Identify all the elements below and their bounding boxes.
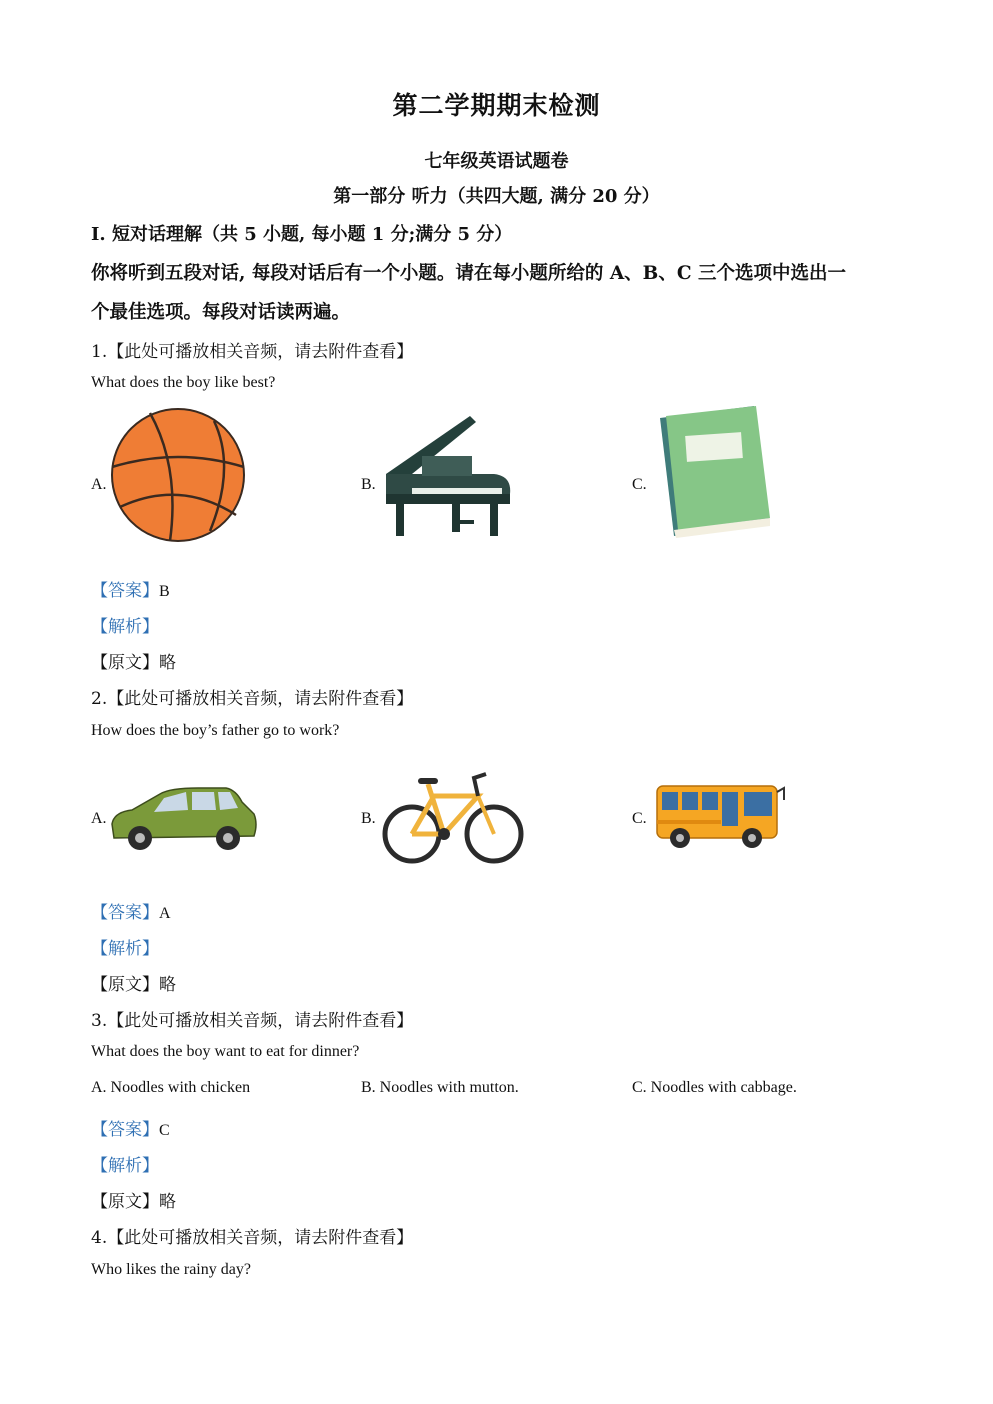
original-value: 略	[159, 975, 176, 995]
bicycle-icon	[382, 770, 524, 868]
q3-option-b[interactable]: B. Noodles with mutton.	[361, 1079, 519, 1096]
book-icon	[654, 404, 774, 540]
question-1-prompt: What does the boy like best?	[91, 374, 276, 391]
original-value: 略	[159, 653, 176, 673]
car-icon	[108, 784, 260, 854]
q1-analysis-label: 【解析】	[91, 617, 159, 637]
q2-answer	[91, 898, 171, 923]
original-value: 略	[159, 1192, 176, 1212]
original-label: 【原文】	[91, 653, 159, 673]
q2-option-a-label[interactable]: A.	[91, 810, 107, 827]
original-label: 【原文】	[91, 975, 159, 995]
answer-value: C	[159, 1122, 170, 1139]
question-4-prompt: Who likes the rainy day?	[91, 1261, 251, 1278]
question-3-prompt: What does the boy want to eat for dinner?	[91, 1043, 360, 1060]
q3-answer	[91, 1115, 170, 1140]
question-number: 2.	[91, 689, 108, 709]
q1-answer	[91, 576, 170, 601]
q3-option-a[interactable]: A. Noodles with chicken	[91, 1079, 251, 1096]
original-label: 【原文】	[91, 1192, 159, 1212]
q1-option-a-label[interactable]: A.	[91, 476, 107, 493]
question-3-header	[91, 1006, 413, 1031]
question-number: 4.	[91, 1228, 108, 1248]
q1-option-b-label[interactable]: B.	[361, 476, 376, 493]
question-number: 3.	[91, 1011, 108, 1031]
bus-icon	[654, 780, 786, 854]
q1-option-c-label[interactable]: C.	[632, 476, 647, 493]
audio-note[interactable]: 【此处可播放相关音频，请去附件查看】	[107, 1228, 414, 1248]
question-4-header	[91, 1223, 413, 1248]
q3-option-c[interactable]: C. Noodles with cabbage.	[632, 1079, 797, 1096]
q3-analysis-label: 【解析】	[91, 1156, 159, 1176]
q2-original	[91, 970, 176, 995]
instruction-line-2: 个最佳选项。每段对话读两遍。	[91, 302, 351, 323]
question-2-prompt: How does the boy’s father go to work?	[91, 722, 340, 739]
q3-original	[91, 1187, 176, 1212]
question-number: 1.	[91, 342, 108, 362]
audio-note[interactable]: 【此处可播放相关音频，请去附件查看】	[107, 342, 414, 362]
section-heading: I. 短对话理解（共 5 小题, 每小题 1 分;满分 5 分）	[91, 224, 513, 245]
q2-analysis-label: 【解析】	[91, 939, 159, 959]
exam-subtitle: 七年级英语试题卷	[424, 151, 569, 172]
audio-note[interactable]: 【此处可播放相关音频，请去附件查看】	[107, 689, 414, 709]
question-1-header	[91, 337, 413, 362]
answer-label: 【答案】	[91, 1120, 159, 1140]
instruction-line-1: 你将听到五段对话, 每段对话后有一个小题。请在每小题所给的 A、B、C 三个选项中选出一	[91, 263, 846, 284]
answer-label: 【答案】	[91, 581, 159, 601]
piano-icon	[382, 414, 514, 540]
page-title: 第二学期期末检测	[392, 91, 601, 120]
q1-original	[91, 648, 176, 673]
audio-note[interactable]: 【此处可播放相关音频，请去附件查看】	[107, 1011, 414, 1031]
q2-option-c-label[interactable]: C.	[632, 810, 647, 827]
question-2-header	[91, 684, 413, 709]
answer-label: 【答案】	[91, 903, 159, 923]
part-heading: 第一部分 听力（共四大题, 满分 20 分）	[333, 186, 660, 207]
answer-value: B	[159, 583, 170, 600]
q2-option-b-label[interactable]: B.	[361, 810, 376, 827]
basketball-icon	[110, 407, 246, 543]
answer-value: A	[159, 905, 171, 922]
